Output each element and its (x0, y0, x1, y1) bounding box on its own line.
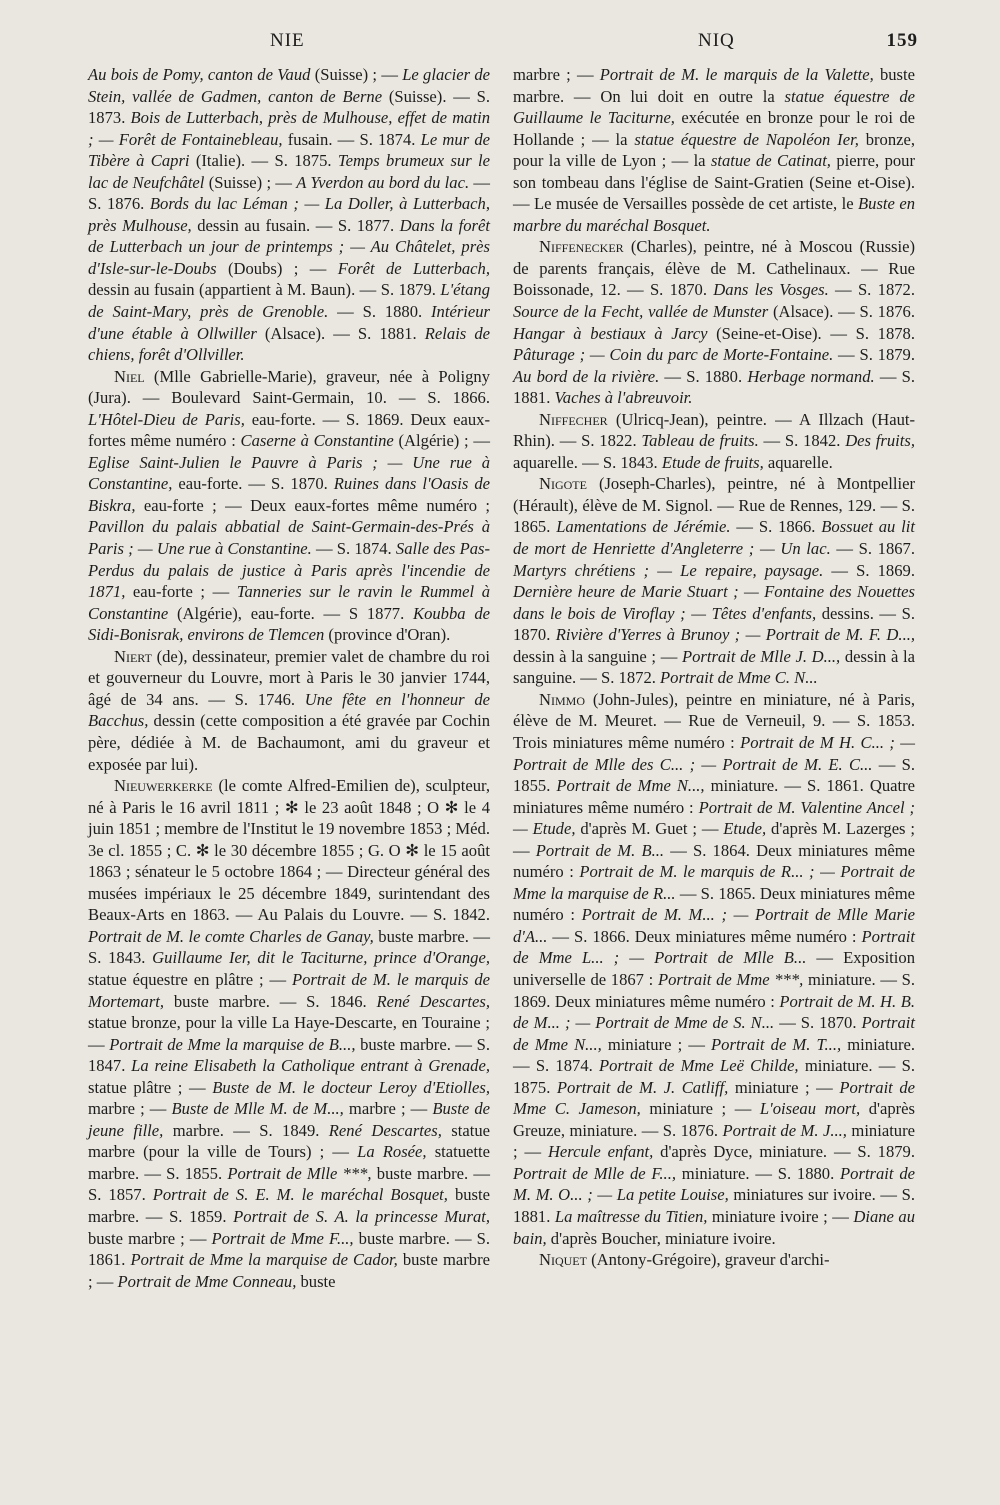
entry-text: d'après M. Lazerges ; — (513, 819, 915, 860)
work-title: René Descartes, (376, 991, 490, 1011)
entry-text: miniature. — S. 1880. (676, 1163, 841, 1183)
entry-text: fusain. — S. 1874. (282, 129, 421, 149)
artist-name: Niert (114, 646, 152, 666)
entry-text: (province d'Oran). (324, 625, 451, 645)
work-title: Portrait de M. J. Catliff, (556, 1077, 729, 1097)
entry-text: miniature. — S. 1869. Deux miniatures même numéro : (513, 969, 916, 1011)
entry-text: miniature. — S. 1874. (513, 1034, 915, 1076)
artist-name: Niquet (539, 1250, 587, 1270)
entry-niffecher (513, 409, 915, 474)
artist-name: Niel (114, 366, 145, 386)
entry-text: — S. 1842. (758, 431, 846, 451)
entry-continuation (513, 64, 915, 236)
entry-text: — S. 1865. Deux miniatures même numéro : (513, 883, 915, 925)
entry-text: dessin au fusain (appartient à M. Baun). — S. 1879. (88, 280, 441, 300)
entry-text: dessin à la sanguine ; — (513, 646, 682, 666)
work-title: Portrait de M. B... (535, 840, 665, 860)
work-title: Portrait de S. A. la princesse Murat, (233, 1206, 490, 1226)
entry-text: dessin à la sanguine. — S. 1872. (513, 646, 916, 688)
entry-text: (Algérie), eau-forte. — S 1877. (168, 603, 413, 623)
entry-text: miniature ; — (513, 1120, 915, 1162)
work-title: Hangar à bestiaux à Jarcy (513, 323, 708, 343)
entry-nieuwerkerke (88, 775, 490, 1292)
running-head-left: NIE (270, 30, 305, 51)
entry-text: marbre. — S. 1849. (163, 1120, 329, 1140)
work-title: Portrait de S. E. M. le maréchal Bosquet, (152, 1185, 448, 1205)
work-title: Portrait de M. le comte Charles de Ganay, (88, 926, 374, 946)
entry-text: (Seine-et-Oise). — S. 1878. (707, 323, 915, 343)
work-title: Au bois de Pomy, canton de Vaud (88, 65, 311, 84)
entry-text: (Algérie) ; — (393, 431, 490, 451)
work-title: Bois de Lutterbach, près de Mulhouse, effet de matin ; — Forêt de Fontainebleau, (88, 108, 490, 149)
work-title: Pâturage ; — Coin du parc de Morte-Fontaine. (513, 345, 834, 365)
work-title: Portrait de Mme la marquise de Cador, (130, 1250, 398, 1270)
work-title: Martyrs chrétiens ; — Le repaire, paysage. (513, 560, 824, 580)
entry-text: buste marbre ; — (88, 1228, 212, 1248)
entry-text: d'après Dyce, miniature. — S. 1879. (653, 1142, 915, 1162)
entry-nimmo (513, 689, 915, 1249)
work-title: A Yverdon au bord du lac. (296, 172, 470, 192)
work-title: L'étang de Saint-Mary, près de Grenoble. (88, 280, 490, 322)
work-title: Portrait de M. M. O... ; — La petite Louise, (513, 1163, 915, 1205)
entry-text: aquarelle. — S. 1843. (513, 452, 662, 472)
work-title: Le glacier de Stein, vallée de Gadmen, canton de Berne (88, 65, 490, 106)
work-title: Une fête en l'honneur de Bacchus, (88, 689, 490, 731)
entry-text: buste (296, 1271, 336, 1291)
entry-text: (John-Jules), peintre en miniature, né à Paris, élève de M. Meuret. — Rue de Verneuil, 9. — S. 1853. Trois miniatures même numéro : (513, 689, 915, 752)
entry-text: — S. 1870. (774, 1013, 862, 1033)
entry-text: statue plâtre ; — (88, 1077, 213, 1097)
entry-text: eau-forte. — S. 1869. Deux eaux-fortes même numéro : (88, 409, 491, 451)
work-title: Bossuet au lit de mort de Henriette d'Angleterre ; — Un lac. (513, 517, 916, 559)
work-title: Rivière d'Yerres à Brunoy ; — Portrait de M. F. D..., (555, 625, 916, 645)
entry-text: miniatures sur ivoire. — S. 1881. (513, 1185, 915, 1226)
work-title: Diane au bain, (513, 1206, 915, 1248)
entry-text: (Mlle Gabrielle-Marie), graveur, née à Poligny (Jura). — Boulevard Saint-Germain, 10. — S. 1866. (88, 366, 490, 408)
work-title: Tanneries sur le ravin le Rummel à Constantine (88, 582, 490, 623)
work-title: Dans les Vosges. (713, 280, 829, 300)
artist-name: Nieuwerkerke (114, 776, 213, 796)
entry-text: miniature ; — (728, 1077, 840, 1097)
work-title: Portrait de Mme C. Jameson, (513, 1077, 916, 1119)
entry-text: buste marbre. — On lui doit en outre la (513, 65, 915, 106)
work-title: L'oiseau mort, (759, 1099, 861, 1119)
entry-text: (Suisse) ; — (204, 172, 297, 192)
entry-text: (Joseph-Charles), peintre, né à Montpellier (Hérault), élève de M. Signol. — Rue de Rennes, 129. — S. 1865. (513, 474, 915, 537)
work-title: Portrait de Mlle ***, (227, 1163, 372, 1183)
entry-text: (le comte Alfred-Emilien de), sculpteur, né à Paris le 16 avril 1811 ; ✻ le 23 août 1848 ; O ✻ le 4 juin 1851 ; membre de l'Institut le 19 novembre 1853 ; Méd. 3e cl. 1855 ; C. ✻ le 30 décembre 1855 ; G. O ✻ le 15 août 1863 ; sénateur le 5 octobre 1864 ; — Directeur général des musées impériaux le 25 décembre 1849, surintendant des Beaux-Arts en 1863. — Au Palais du Louvre. — S. 1842. (88, 776, 490, 925)
entry-text: dessin au fusain. — S. 1877. (191, 215, 400, 235)
artist-name: Niffecher (539, 409, 608, 429)
work-title: Salle des Pas-Perdus du palais de justice à Paris après l'incendie de 1871, (88, 539, 490, 602)
entry-text: exécutée en bronze pour le roi de Hollande ; — la (513, 108, 915, 149)
entry-niffenecker (513, 236, 915, 408)
page-number: 159 (886, 30, 918, 51)
work-title: Herbage normand. (747, 366, 875, 386)
work-title: La Rosée, (357, 1142, 427, 1162)
entry-text: — S. 1866. Deux miniatures même numéro : (547, 926, 862, 946)
entry-text: — S. 1881. (513, 366, 915, 408)
entry-continuation (88, 64, 490, 366)
entry-text: (Suisse) ; — (310, 65, 403, 84)
work-title: Portrait de Mme la marquise de B..., (109, 1034, 356, 1054)
work-title: Portrait de Mme C. N... (660, 668, 818, 688)
work-title: Portrait de Mme Conneau, (117, 1271, 297, 1291)
entry-text: eau-forte. — S. 1870. (172, 474, 334, 494)
work-title: Ruines dans l'Oasis de Biskra, (88, 474, 490, 515)
work-title: La maîtresse du Titien, (554, 1206, 708, 1226)
work-title: Portrait de M. le marquis de Mortemart, (88, 969, 490, 1011)
entry-nigote (513, 473, 915, 688)
entry-text: — S. 1867. (830, 539, 915, 559)
entry-text: eau-forte ; — (125, 582, 237, 602)
work-title: Dans la forêt de Lutterbach un jour de printemps ; — Au Châtelet, près d'Isle-sur-le-Doubs (88, 215, 490, 278)
work-title: Buste de jeune fille, (88, 1099, 490, 1140)
entry-text: — S. 1880. (659, 366, 748, 386)
work-title: Portrait de M. H. B. de M... ; — Portrait de Mme de S. N... (513, 991, 916, 1033)
work-title: statue de Catinat, (710, 151, 831, 171)
entry-text: statue marbre (pour la ville de Tours) ; — (88, 1120, 491, 1162)
work-title: Le mur de Tibère à Capri (88, 129, 491, 171)
entry-text: buste marbre. — S. 1846. (164, 991, 377, 1011)
work-title: Portrait de Mme N..., (556, 776, 705, 796)
work-title: Bords du lac Léman ; — La Doller, à Lutterbach, près Mulhouse, (88, 194, 490, 235)
work-title: Portrait de M. le marquis de la Valette, (599, 65, 874, 84)
entry-text: statue équestre en plâtre ; — (88, 969, 292, 989)
entry-text: buste marbre. — S. 1861. (88, 1228, 490, 1270)
work-title: Temps brumeux sur le lac de Neufchâtel (88, 151, 490, 192)
entry-text: buste marbre ; — (88, 1250, 490, 1291)
artist-name: Nigote (539, 474, 587, 494)
entry-text: — Exposition universelle de 1867 : (513, 948, 915, 989)
entry-text: miniature ; — (601, 1034, 712, 1054)
entry-text: statue bronze, pour la ville La Haye-Descarte, en Touraine ; — (88, 1013, 490, 1054)
entry-niquet (513, 1249, 915, 1271)
work-title: Tableau de fruits. (641, 431, 759, 451)
entry-text: (Suisse). — S. 1873. (88, 86, 490, 128)
work-title: Lamentations de Jérémie. (556, 517, 731, 537)
work-title: Portrait de M. J..., (722, 1120, 847, 1140)
entry-text: marbre ; — (513, 65, 600, 84)
work-title: La reine Elisabeth la Catholique entrant à Grenade, (131, 1056, 490, 1076)
entry-text: (de), dessinateur, premier valet de chambre du roi et gouverneur du Louvre, mort à Paris le 30 janvier 1744, âgé de 34 ans. — S. 1746. (88, 646, 490, 709)
entry-text: buste marbre. — S. 1857. (88, 1163, 490, 1205)
work-title: Relais de chiens, forêt d'Ollviller. (88, 323, 490, 365)
work-title: Portrait de M. Valentine Ancel ; — Etude, (513, 797, 915, 839)
entry-niel (88, 366, 490, 646)
entry-text: statuette marbre. — S. 1855. (88, 1142, 490, 1183)
work-title: Buste en marbre du maréchal Bosquet. (513, 194, 915, 235)
entry-text: miniature. — S. 1861. Quatre miniatures même numéro : (513, 776, 915, 817)
entry-text: pierre, pour son tombeau dans l'église de Saint-Gratien (Seine et-Oise). — Le musée de Versailles possède de cet artiste, le (513, 151, 915, 214)
entry-text: buste marbre. — S. 1847. (88, 1034, 490, 1076)
entry-text: (Doubs) ; — (216, 258, 338, 278)
entry-text: — S. 1874. (311, 539, 396, 559)
entry-text: d'après Boucher, miniature ivoire. (546, 1228, 776, 1248)
entry-text: miniature ; — (640, 1099, 760, 1119)
entry-text: buste marbre. — S. 1859. (88, 1185, 490, 1226)
entry-text: (Italie). — S. 1875. (189, 151, 338, 171)
entry-text: eau-forte ; — Deux eaux-fortes même numéro ; (135, 495, 490, 515)
entry-text: miniature. — S. 1875. (513, 1056, 915, 1097)
entry-text: buste marbre. — S. 1843. (88, 926, 491, 968)
work-title: René Descartes, (328, 1120, 442, 1140)
entry-text: (Antony-Grégoire), graveur d'archi- (586, 1250, 830, 1270)
entry-text: — S. 1866. (730, 517, 822, 537)
right-column (513, 64, 915, 1271)
work-title: Guillaume Ier, dit le Taciturne, prince d'Orange, (152, 948, 490, 968)
work-title: Portrait de Mlle de F..., (513, 1163, 676, 1183)
entry-text: (Alsace). — S. 1881. (256, 323, 425, 343)
work-title: Intérieur d'une étable à Ollwiller (88, 302, 491, 343)
work-title: Portrait de M. M... ; — Portrait de Mlle Marie d'A... (513, 905, 915, 946)
entry-text: — S. 1855. (513, 754, 916, 796)
left-column (88, 64, 490, 1292)
work-title: statue équestre de Guillaume le Taciturne, (513, 86, 916, 128)
work-title: Source de la Fecht, vallée de Munster (513, 302, 769, 322)
work-title: L'Hôtel-Dieu de Paris, (88, 409, 245, 429)
entry-text: — S. 1864. Deux miniatures même numéro : (513, 840, 915, 882)
work-title: Vaches à l'abreuvoir. (554, 388, 693, 408)
entry-text: (Ulricq-Jean), peintre. — A Illzach (Haut-Rhin). — S. 1822. (513, 409, 915, 451)
entry-text: (Alsace). — S. 1876. (768, 302, 915, 322)
work-title: Portrait de Mme N..., (513, 1013, 915, 1054)
work-title: Dernière heure de Marie Stuart ; — Fontaine des Nouettes dans le bois de Viroflay ; — Têtes d'enfants, (513, 582, 915, 623)
work-title: Portrait de Mme F..., (211, 1228, 354, 1248)
entry-niert (88, 646, 490, 775)
entry-text: marbre ; — (343, 1099, 433, 1119)
work-title: Des fruits, (845, 431, 915, 451)
work-title: Forêt de Lutterbach, (337, 258, 490, 278)
work-title: Buste de M. le docteur Leroy d'Etiolles, (212, 1077, 491, 1097)
entry-text: aquarelle. (763, 452, 833, 472)
entry-text: d'après M. Guet ; — (575, 819, 724, 839)
entry-text: — S. 1876. (88, 172, 490, 214)
work-title: Portrait de Mlle J. D..., (681, 646, 841, 666)
work-title: Portrait de M. T..., (711, 1034, 842, 1054)
work-title: Portrait de Mme Leë Childe, (599, 1056, 799, 1076)
work-title: Etude de fruits, (661, 452, 764, 472)
entry-text: miniature ivoire ; — (707, 1206, 854, 1226)
work-title: Portrait de M H. C... ; — Portrait de Mlle des C... ; — Portrait de M. E. C... (513, 732, 916, 774)
work-title: Portrait de Mme L... ; — Portrait de Mlle B... (513, 926, 915, 968)
entry-text: d'après Greuze, miniature. — S. 1876. (513, 1099, 915, 1140)
entry-text: dessins. — S. 1870. (513, 603, 915, 645)
work-title: Eglise Saint-Julien le Pauvre à Paris ; — Une rue à Constantine, (88, 452, 490, 494)
entry-text: dessin (cette composition a été gravée par Cochin père, dédiée à M. de Bachaumont, ami du graveur et exposée par lui). (88, 711, 490, 774)
work-title: Au bord de la rivière. (513, 366, 660, 386)
work-title: Hercule enfant, (547, 1142, 654, 1162)
work-title: Portrait de Mme ***, (657, 969, 804, 989)
entry-text: — S. 1872. (828, 280, 915, 300)
entry-text: — S. 1869. (823, 560, 915, 580)
artist-name: Nimmo (539, 689, 585, 709)
artist-name: Niffenecker (539, 237, 624, 257)
running-head-right: NIQ (698, 30, 735, 51)
work-title: Portrait de M. le marquis de R... ; — Portrait de Mme la marquise de R... (513, 862, 915, 903)
work-title: Buste de Mlle M. de M..., (171, 1099, 344, 1119)
work-title: Koubba de Sidi-Bonisrak, environs de Tlemcen (88, 603, 490, 645)
work-title: statue équestre de Napoléon Ier, (634, 129, 859, 149)
entry-text: — S. 1879. (833, 345, 915, 365)
entry-text: marbre ; — (88, 1099, 172, 1119)
work-title: Etude, (723, 819, 767, 839)
entry-text: (Charles), peintre, né à Moscou (Russie) de parents français, élève de M. Cathelinaux. — Rue Boissonade, 12. — S. 1870. (513, 237, 915, 300)
entry-text: — S. 1880. (328, 302, 432, 322)
work-title: Pavillon du palais abbatial de Saint-Germain-des-Prés à Paris ; — Une rue à Constantine. (88, 517, 490, 559)
work-title: Caserne à Constantine (240, 431, 394, 451)
entry-text: bronze, pour la ville de Lyon ; — la (513, 129, 915, 171)
